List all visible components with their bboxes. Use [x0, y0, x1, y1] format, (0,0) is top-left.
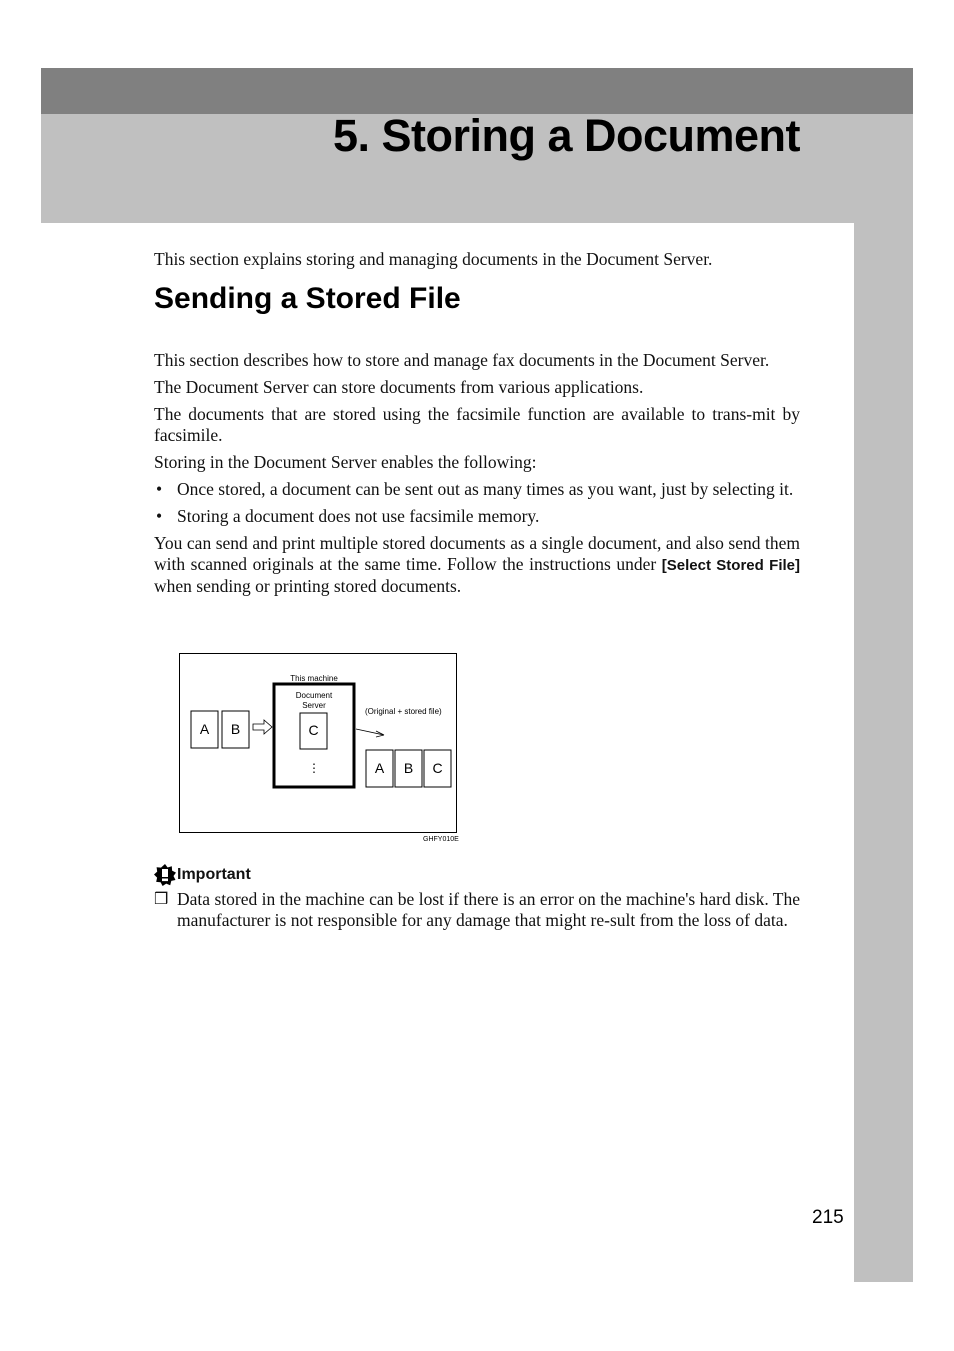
storage-diagram [179, 653, 457, 833]
feature-list [154, 479, 800, 527]
closing-text-before: You can send and print multiple stored documents as a single document, and also send them with scanned originals at the same time. Follow the instructions under [154, 533, 800, 574]
chapter-title: 5. Storing a Document [332, 110, 800, 161]
side-tab [854, 223, 913, 1282]
route-label: (Original + stored file) [365, 707, 442, 716]
route-arrow [356, 729, 384, 735]
server-label-line1: Document [295, 691, 333, 700]
original-doc-b-label: B [230, 721, 241, 737]
list-item [154, 506, 800, 527]
server-label-line2: Server [302, 701, 326, 710]
closing-paragraph [154, 533, 800, 597]
checkbox-bullet-icon: ❒ [154, 891, 169, 908]
list-item [154, 479, 800, 500]
bullet-icon: • [156, 506, 163, 526]
output-doc-b-label: B [403, 760, 414, 776]
select-stored-file-keyword: [Select Stored File] [661, 557, 800, 574]
paragraph: The Document Server can store documents from various applications. [154, 377, 644, 397]
diagram-canvas [180, 654, 456, 832]
original-doc-a-label: A [199, 721, 210, 737]
important-icon [154, 864, 176, 886]
hollow-arrow-icon [253, 720, 272, 734]
machine-label: This machine [290, 674, 338, 683]
paragraph: This section describes how to store and manage fax documents in the Document Server. [154, 350, 770, 370]
paragraph: The documents that are stored using the facsimile function are available to trans-mit by facsimile. [154, 404, 800, 445]
section-body [154, 350, 800, 603]
output-doc-a-label: A [374, 760, 385, 776]
closing-text-after: when sending or printing stored documents. [154, 576, 462, 596]
important-note [154, 889, 800, 931]
stored-doc-c-label: C [308, 722, 319, 738]
important-heading [154, 864, 251, 886]
more-docs-ellipsis: ⋮ [308, 761, 320, 775]
list-item-text: Storing a document does not use facsimile memory. [177, 506, 540, 526]
list-item-text: Once stored, a document can be sent out as many times as you want, just by selecting it. [177, 479, 794, 499]
intro-block [154, 249, 800, 270]
header-band-dark [41, 68, 913, 114]
paragraph: Storing in the Document Server enables the following: [154, 452, 537, 472]
important-label: Important [177, 866, 251, 883]
intro-text: This section explains storing and managing documents in the Document Server. [154, 249, 713, 269]
output-doc-c-label: C [432, 760, 443, 776]
page-number: 215 [812, 1207, 844, 1228]
important-note-text: Data stored in the machine can be lost if there is an error on the machine's hard disk. The manufacturer is not responsible for any damage that might re-sult from the loss of data. [177, 889, 800, 930]
bullet-icon: • [156, 479, 163, 499]
section-heading: Sending a Stored File [154, 282, 461, 315]
figure-code: GHFY010E [423, 836, 459, 843]
